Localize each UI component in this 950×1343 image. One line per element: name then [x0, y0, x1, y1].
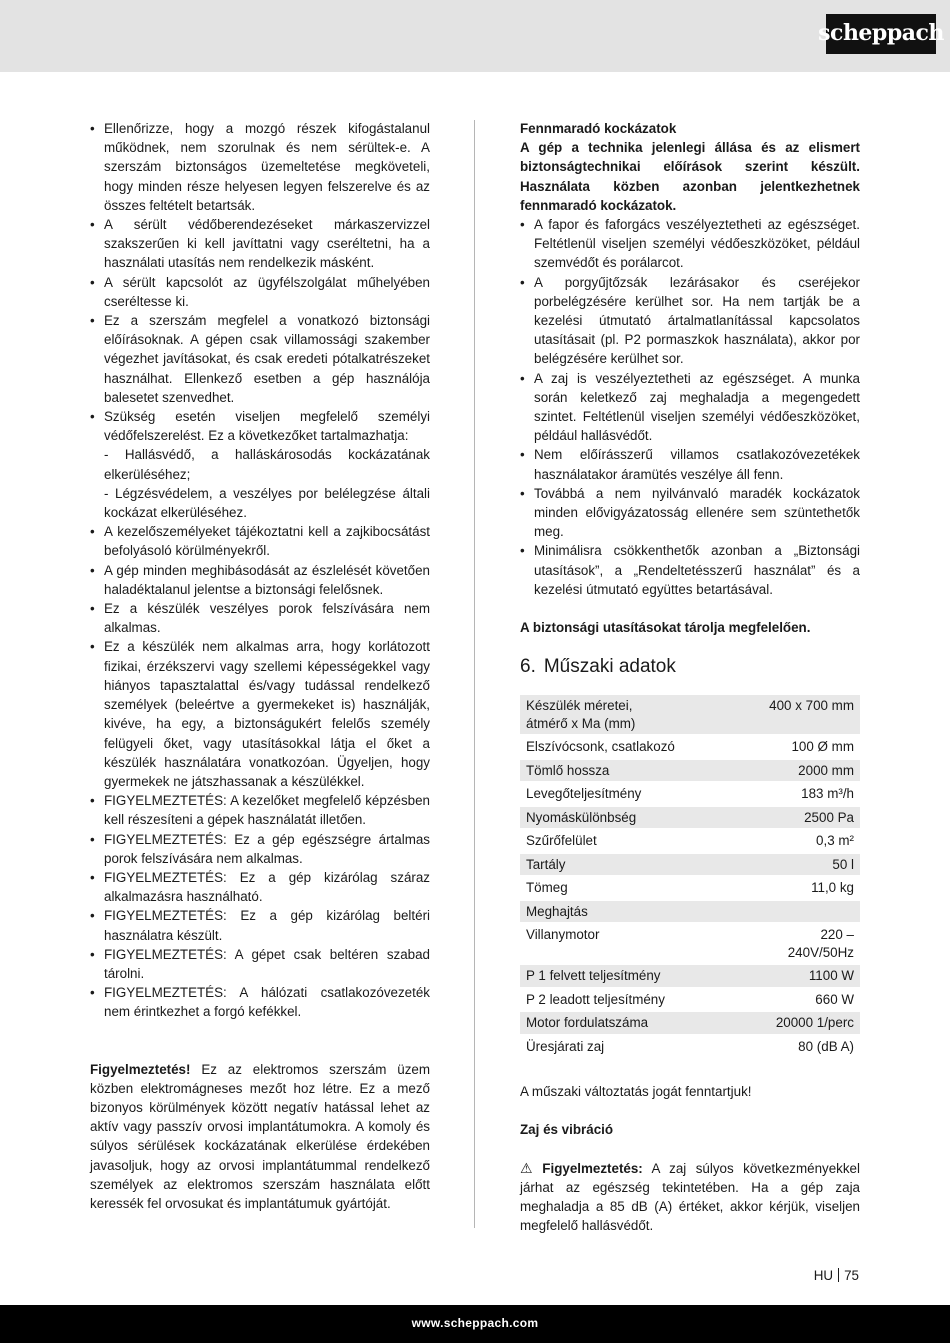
footer-bar: [0, 1305, 950, 1343]
emf-warning-paragraph: [90, 1060, 430, 1214]
storage-note: A biztonsági utasításokat tárolja megfelelően.: [520, 620, 811, 636]
spec-label: Készülék méretei, átmérő x Ma (mm): [520, 695, 718, 735]
spec-value: 400 x 700 mm: [718, 695, 860, 735]
emf-warning-text: Ez az elektromos szerszám üzem közben elektromágneses mezőt hoz létre. Ez a mező bizonyos körülmények között negatív hatással lehet az aktív vagy passzív orvosi implantátumokra. A komoly és súlyos sérülések kockázatának elkerülése érdekében javasoljuk, hogy az orvosi implantátummal rendelkező személyek az elektromos szerszám használata előtt keressék fel orvosukat és implantátumuk gyártóját.: [90, 1061, 430, 1211]
right-column: [520, 119, 860, 1236]
list-item: • Minimálisra csökkenthetők azonban a „Biztonsági utasítások”, a „Rendeltetésszerű használat” és a kezelési útmutató együttes betartásával.: [520, 541, 860, 599]
emf-warning-label: Figyelmeztetés!: [90, 1061, 191, 1077]
list-item: • Szükség esetén viseljen megfelelő személyi védőfelszerelést. Ez a következőket tartalmazhatja: - Hallásvédő, a halláskárosodás kockázatának elkerüléséhez; - Légzésvédelem, a veszélyes por belélegzése általi kockázat elkerüléséhez.: [90, 407, 430, 522]
footer-url: www.scheppach.com: [411, 1316, 539, 1331]
spec-row: [520, 1011, 860, 1035]
list-item: • A sérült kapcsolót az ügyfélszolgálat műhelyében cseréltesse ki.: [90, 273, 430, 311]
list-item: • FIGYELMEZTETÉS: Ez a gép kizárólag beltéri használatra készült.: [90, 906, 430, 944]
spec-row: [520, 806, 860, 830]
spec-row: [520, 695, 860, 735]
spec-label: Tömlő hossza: [520, 759, 718, 783]
spec-label: P 2 leadott teljesítmény: [520, 988, 718, 1012]
spec-label: P 1 felvett teljesítmény: [520, 964, 718, 988]
column-divider: [474, 120, 475, 1228]
spec-label: Levegőteljesítmény: [520, 782, 718, 806]
list-item: • FIGYELMEZTETÉS: Ez a gép kizárólag száraz alkalmazásra használható.: [90, 868, 430, 906]
page-number-separator: [838, 1268, 839, 1282]
warning-triangle-icon: ⚠: [520, 1159, 539, 1176]
list-item: • FIGYELMEZTETÉS: A kezelőket megfelelő képzésben kell részesíteni a gépek használatát illetően.: [90, 791, 430, 829]
list-item: • A fapor és faforgács veszélyeztetheti az egészséget. Feltétlenül viseljen személyi védőeszközöket, például szemvédőt és porálarcot.: [520, 215, 860, 273]
list-item: • Ez a szerszám megfelel a vonatkozó biztonsági előírásoknak. A gépen csak villamossági szakember végezhet javításokat, és csak eredeti pótalkatrészeket használhat. Ellenkező esetben a gép használója balesetet szenvedhet.: [90, 311, 430, 407]
tech-change-note: A műszaki változtatás jogát fenntartjuk!: [520, 1084, 752, 1100]
spec-label: Nyomáskülönbség: [520, 806, 718, 830]
spec-value: 183 m³/h: [718, 782, 860, 806]
list-item: • A kezelőszemélyeket tájékoztatni kell a zajkibocsátást befolyásoló körülményekről.: [90, 522, 430, 560]
list-item: • Ez a készülék nem alkalmas arra, hogy korlátozott fizikai, érzékszervi vagy szellemi képességekkel vagy hiányos tapasztalattal és/vagy tudással rendelkező személyek (beleértve a gyermekeket is) használják, kivéve, ha egy, a biztonságukért felelős személy felügyeli őket, vagy utasításokkal látja el őket a készülék használatára vonatkozóan. Ügyeljen, hogy gyermekek ne játszhassanak a készülékkel.: [90, 637, 430, 791]
section-title: [520, 655, 860, 679]
section-number: 6.: [520, 656, 536, 678]
spec-value: 1100 W: [718, 964, 860, 988]
spec-label: Szűrőfelület: [520, 829, 718, 853]
residual-risk-intro: A gép a technika jelenlegi állása és az elismert biztonságtechnikai előírások szerint készült. Használata közben azonban jelentkezhetnek fennmaradó kockázatok.: [520, 140, 860, 213]
residual-risk-heading: Fennmaradó kockázatok: [520, 121, 677, 136]
spec-row: [520, 964, 860, 988]
spec-row: [520, 923, 860, 964]
list-item: • Nem előírásszerű villamos csatlakozóvezetékek használatakor áramütés veszélye áll fenn.: [520, 445, 860, 483]
noise-warning-label: Figyelmeztetés:: [542, 1160, 643, 1176]
spec-value: 660 W: [718, 988, 860, 1012]
noise-heading: Zaj és vibráció: [520, 1122, 614, 1138]
spec-row: [520, 829, 860, 853]
noise-warning-text: A zaj súlyos következményekkel járhat az egészség tekintetében. Ha a gép zaja meghaladja a 85 dB (A) értéket, akkor kérjük, viseljen megfelelő hallásvédőt.: [520, 1160, 860, 1234]
list-item: • A porgyűjtőzsák lezárásakor és cseréjekor porbelégzésére kerülhet sor. Ha nem tartják be a kezelési útmutató ártalmatlanítással kapcsolatos utasításait (pl. P2 pormaszkok használata), akkor por belégzésére kerülhet sor.: [520, 273, 860, 369]
spec-row: [520, 735, 860, 759]
spec-value: 220 – 240V/50Hz: [718, 923, 860, 964]
spec-label: Tartály: [520, 853, 718, 877]
spec-label: Elszívócsonk, csatlakozó: [520, 735, 718, 759]
left-column: [90, 119, 430, 1213]
spec-label: Motor fordulatszáma: [520, 1011, 718, 1035]
noise-warning-paragraph: [520, 1159, 860, 1236]
spec-label: Meghajtás: [520, 900, 718, 924]
spec-value: 80 (dB A): [718, 1035, 860, 1059]
spec-label: Tömeg: [520, 876, 718, 900]
spec-value: 2000 mm: [718, 759, 860, 783]
residual-risk-list: [520, 215, 860, 599]
list-item: • Ez a készülék veszélyes porok felszívására nem alkalmas.: [90, 599, 430, 637]
spec-value: 20000 1/perc: [718, 1011, 860, 1035]
spec-label: Üresjárati zaj: [520, 1035, 718, 1059]
spec-row: [520, 900, 860, 924]
list-item: • FIGYELMEZTETÉS: A gépet csak beltéren szabad tárolni.: [90, 945, 430, 983]
spec-value: 100 Ø mm: [718, 735, 860, 759]
page-number: [814, 1266, 859, 1285]
spec-row: [520, 782, 860, 806]
spec-row: [520, 1035, 860, 1059]
spec-value: 50 l: [718, 853, 860, 877]
list-item: • FIGYELMEZTETÉS: A hálózati csatlakozóvezeték nem érintkezhet a forgó kefékkel.: [90, 983, 430, 1021]
header-bar: [0, 0, 950, 72]
spec-row: [520, 853, 860, 877]
list-item: • A gép minden meghibásodását az észlelését követően haladéktalanul jelentse a biztonsági felelősnek.: [90, 561, 430, 599]
tech-specs-table: [520, 695, 860, 1059]
spec-value: 11,0 kg: [718, 876, 860, 900]
safety-bullet-list: [90, 119, 430, 1022]
spec-value: [718, 900, 860, 924]
list-item: • Továbbá a nem nyilvánvaló maradék kockázatok minden elővigyázatosság ellenére sem szüntethetők meg.: [520, 484, 860, 542]
page-number-value: 75: [844, 1268, 859, 1283]
list-item: • A zaj is veszélyeztetheti az egészséget. A munka során keletkező zaj meghaladja a megengedett szintet. Feltétlenül viseljen személyi védőeszközöket, például hallásvédőt.: [520, 369, 860, 446]
spec-label: Villanymotor: [520, 923, 718, 964]
spec-value: 2500 Pa: [718, 806, 860, 830]
page-language: HU: [813, 1268, 834, 1283]
spec-value: 0,3 m²: [718, 829, 860, 853]
list-item: • FIGYELMEZTETÉS: Ez a gép egészségre ártalmas porok felszívására nem alkalmas.: [90, 830, 430, 868]
list-item: • Ellenőrizze, hogy a mozgó részek kifogástalanul működnek, nem szorulnak és nem sérültek-e. A szerszám biztonságos üzemeltetése megköveteli, hogy minden része helyesen legyen felszerelve és az összes feltételt betartsák.: [90, 119, 430, 215]
spec-row: [520, 988, 860, 1012]
spec-row: [520, 759, 860, 783]
spec-row: [520, 876, 860, 900]
brand-logo: scheppach: [826, 14, 936, 54]
list-item: • A sérült védőberendezéseket márkaszervizzel szakszerűen ki kell javíttatni vagy cseréltetni, ha a használati utasítás nem rendelkezik másként.: [90, 215, 430, 273]
section-title-text: Műszaki adatok: [543, 656, 676, 678]
